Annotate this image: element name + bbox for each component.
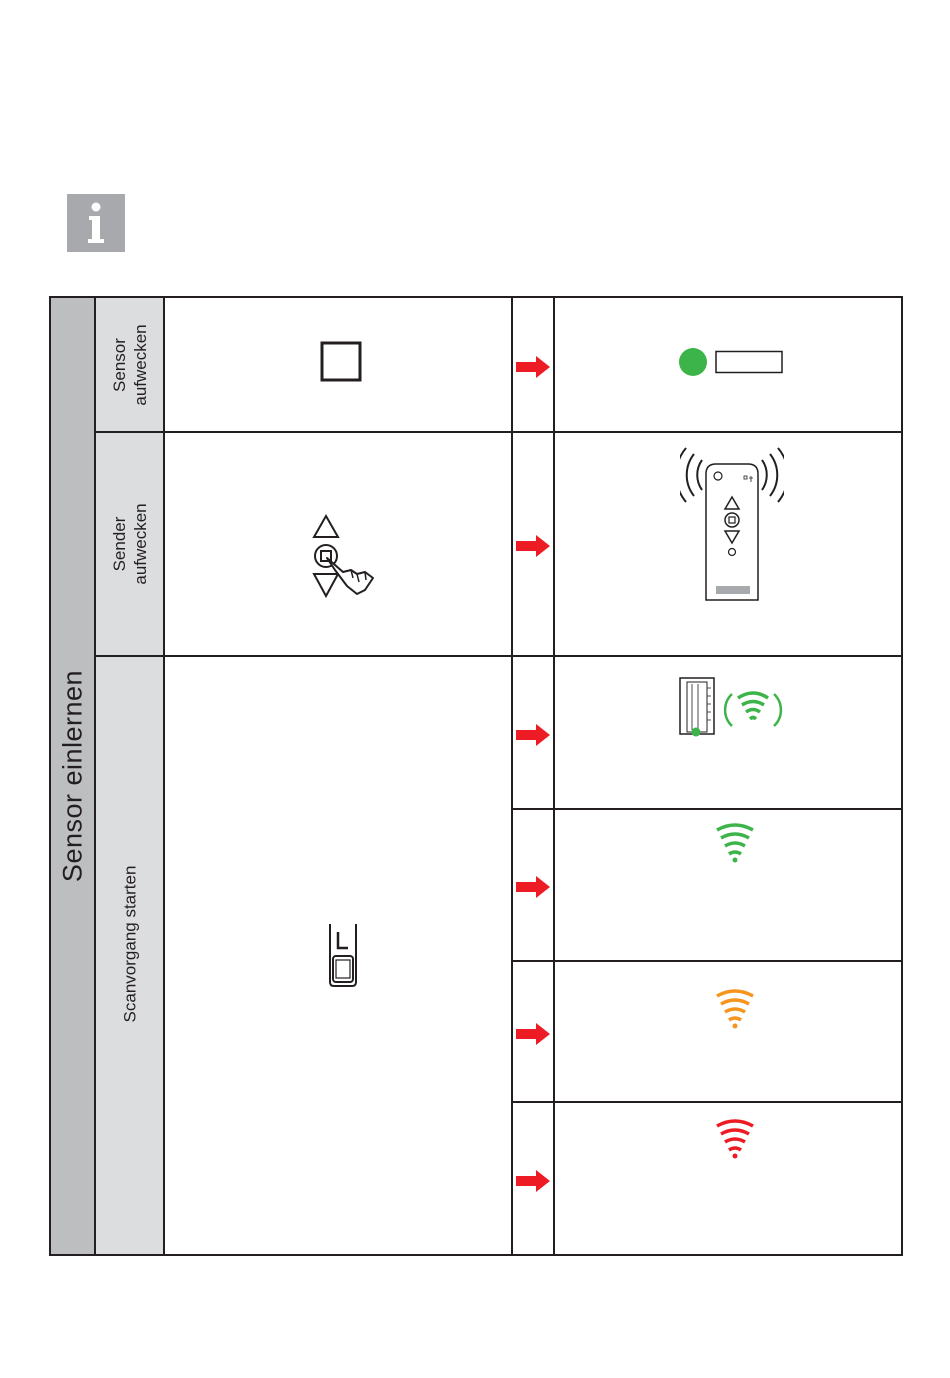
red-arrow-icon (516, 356, 550, 378)
row2-label-line2: aufwecken (130, 503, 150, 585)
main-label: Sensor einlernen (57, 669, 87, 883)
square-button-icon (319, 340, 365, 384)
row1-label-line1: Sensor (109, 337, 129, 392)
main-label-column (50, 297, 95, 1255)
orange-signal-icon (713, 988, 757, 1032)
red-arrow-icon (516, 1023, 550, 1045)
green-signal-icon (713, 822, 757, 866)
row-label-scan-start (95, 656, 164, 1255)
row-label-sender-wake (95, 432, 164, 656)
row2-label-line1: Sender (109, 516, 129, 572)
red-arrow-icon (516, 876, 550, 898)
row-label-sensor-wake (95, 297, 164, 432)
red-arrow-icon (516, 535, 550, 557)
green-led-with-display-icon (676, 344, 786, 380)
red-arrow-icon (516, 724, 550, 746)
remote-control-signal-icon (680, 440, 784, 606)
red-arrow-icon (516, 1170, 550, 1192)
sensor-green-signal-icon (676, 674, 786, 740)
row1-label-line2: aufwecken (130, 323, 150, 406)
learn-button-l-icon (326, 922, 360, 988)
red-signal-icon (713, 1118, 757, 1162)
row3-label: Scanvorgang starten (120, 865, 139, 1022)
remote-button-press-icon (305, 512, 385, 604)
